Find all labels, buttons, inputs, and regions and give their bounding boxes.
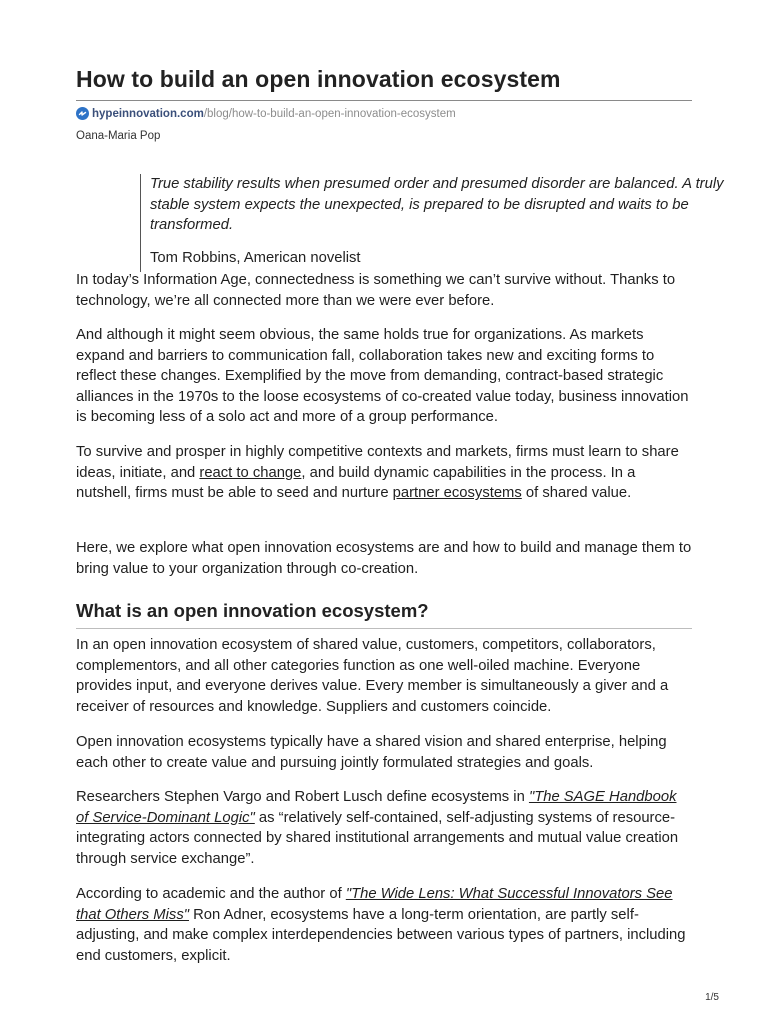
paragraph: And although it might seem obvious, the same holds true for organizations. As markets expand and barriers to communication fall, collaboration takes new and exciting forms to reflect these changes. Exemplified by the move from demanding, contract-based strategic alliances in the 1970s to the loose ecosystems of co-created value today, business innovation is becoming less of a solo act and more of a group performance. (76, 327, 689, 426)
section-paragraph-1-block (76, 635, 692, 717)
paragraph-4-block (76, 538, 692, 579)
paragraph (76, 787, 692, 869)
source-line (76, 107, 456, 120)
paragraph-text: According to academic and the author of (76, 886, 346, 902)
paragraph: In an open innovation ecosystem of shared value, customers, competitors, collaborators, complementors, and all other categories function as one well-oiled machine. Everyone provides input, and everyone derives value. Every member is simultaneously a giver and a receiver of resources and knowledge. Suppliers and customers coincide. (76, 637, 669, 715)
paragraph-text: as “relatively self-contained, self-adjusting systems of resource-integrating actors connected by shared institutional arrangements and mutual value creation through service exchange”. (76, 809, 679, 867)
paragraph-text: Researchers Stephen Vargo and Robert Lusch define ecosystems in (76, 789, 529, 805)
author-name: Oana-Maria Pop (76, 130, 161, 142)
paragraph-2-block (76, 325, 692, 428)
sage-handbook-link[interactable]: "The SAGE Handbook of Service-Dominant Logic" (76, 789, 677, 826)
section-paragraph-2-block (76, 732, 692, 773)
paragraph-text: Ron Adner, ecosystems have a long-term orientation, are partly self-adjusting, and make complex interdependencies between various types of partners, including end customers, explicit. (76, 906, 686, 964)
paragraph-text: of shared value. (521, 485, 632, 502)
paragraph (76, 884, 692, 966)
wide-lens-link[interactable]: "The Wide Lens: What Successful Innovators See that Others Miss" (76, 886, 673, 923)
paragraph-text: To survive and prosper in highly competitive contexts and markets, firms must learn to share ideas, initiate, and (76, 444, 679, 481)
paragraph: Here, we explore what open innovation ecosystems are and how to build and manage them to bring value to your organization through co-creation. (76, 540, 692, 577)
quote-text: True stability results when presumed order and presumed disorder are balanced. A truly stable system expects the unexpected, is prepared to be disrupted and waits to be transformed. (150, 176, 724, 234)
source-domain-link[interactable]: hypeinnovation.com (92, 107, 204, 120)
title-divider (76, 100, 692, 101)
section-divider (76, 628, 692, 629)
section-heading: What is an open innovation ecosystem? (76, 600, 429, 621)
page-number: 1/5 (705, 992, 719, 1003)
paragraph-3-block (76, 442, 692, 504)
quote-attribution: Tom Robbins, American novelist (150, 249, 361, 266)
page-title: How to build an open innovation ecosystem (76, 66, 561, 92)
epigraph-quote (140, 174, 742, 272)
paragraph: Open innovation ecosystems typically have a shared vision and shared enterprise, helping each other to create value and pursuing jointly formulated strategies and goals. (76, 734, 667, 771)
hype-logo-icon (76, 107, 89, 120)
paragraph-1-block (76, 270, 692, 311)
react-to-change-link[interactable]: react to change (199, 464, 302, 481)
partner-ecosystems-link[interactable]: partner ecosystems (392, 485, 522, 502)
section-paragraph-4-block (76, 884, 692, 966)
source-path: /blog/how-to-build-an-open-innovation-ecosystem (203, 107, 456, 120)
paragraph (76, 442, 692, 504)
paragraph-text: , and build dynamic capabilities in the process. In a nutshell, firms must be able to seed and nurture (76, 464, 636, 502)
paragraph: In today’s Information Age, connectedness is something we can’t survive without. Thanks to technology, we’re all connected more than we were ever before. (76, 272, 676, 309)
section-paragraph-3-block (76, 787, 692, 869)
